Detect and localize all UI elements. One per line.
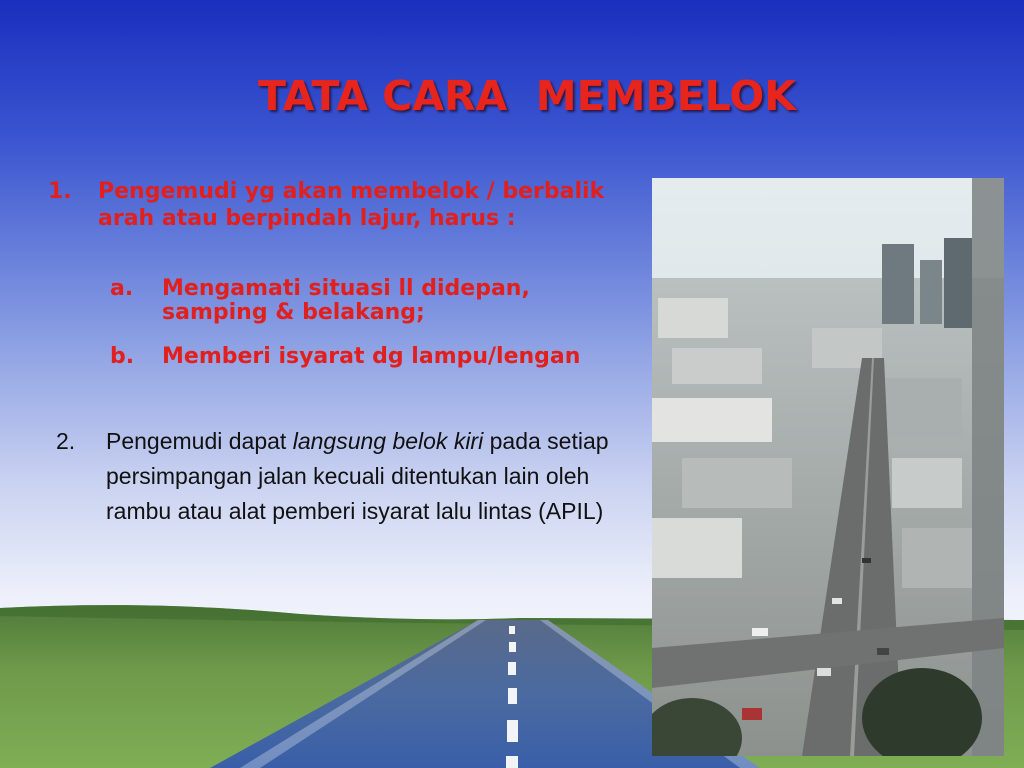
list-item-text: Pengemudi yg akan membelok / berbalik arah atau berpindah lajur, harus :: [98, 179, 605, 231]
slide-title: TATA CARA MEMBELOK: [258, 72, 796, 120]
list-item-text: [106, 424, 636, 529]
sub-item-text: Memberi isyarat dg lampu/lengan: [162, 344, 581, 369]
emphasized-text: langsung belok kiri: [292, 428, 484, 454]
text-segment: Pengemudi dapat: [106, 428, 293, 454]
sub-item-letter: a.: [110, 276, 134, 301]
text-segment: pada setiap persimpangan jalan kecuali ditentukan lain oleh rambu atau alat pemberi isyarat lalu lintas (APIL): [106, 428, 609, 524]
sub-item-text: Mengamati situasi ll didepan, samping & belakang;: [162, 276, 530, 325]
sub-item-letter: b.: [110, 344, 135, 369]
city-street-photo: [652, 178, 1004, 756]
list-number: 2.: [56, 428, 76, 454]
list-number: 1.: [48, 179, 72, 204]
